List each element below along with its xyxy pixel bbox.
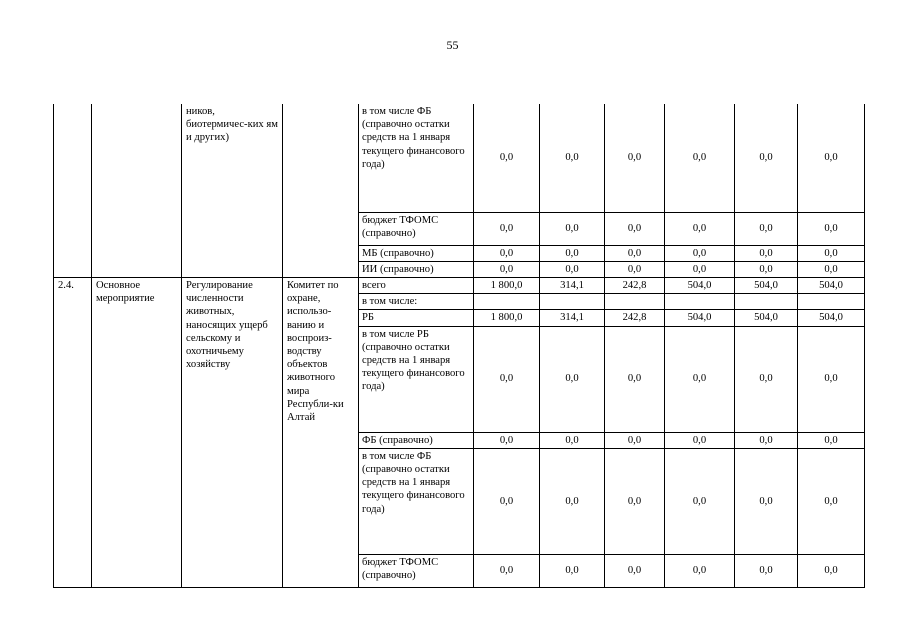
value-cell <box>735 294 798 310</box>
funding-source-cell: в том числе РБ (справочно остатки средств на 1 января текущего финансового года) <box>359 326 474 432</box>
value-cell: 0,0 <box>540 261 605 277</box>
value-cell: 0,0 <box>540 212 605 245</box>
value-cell: 0,0 <box>540 448 605 554</box>
value-cell: 0,0 <box>735 212 798 245</box>
value-cell: 0,0 <box>474 104 540 212</box>
value-cell: 0,0 <box>665 245 735 261</box>
value-cell: 242,8 <box>605 277 665 293</box>
value-cell: 0,0 <box>474 432 540 448</box>
event-name-cell: Регулирование численности животных, наносящих ущерб сельскому и охотничьему хозяйству <box>182 277 283 587</box>
value-cell: 0,0 <box>735 261 798 277</box>
value-cell <box>540 294 605 310</box>
budget-table <box>53 104 865 588</box>
value-cell: 0,0 <box>798 432 865 448</box>
value-cell: 0,0 <box>605 212 665 245</box>
value-cell: 0,0 <box>798 448 865 554</box>
value-cell: 0,0 <box>540 326 605 432</box>
value-cell: 0,0 <box>474 326 540 432</box>
value-cell: 0,0 <box>735 245 798 261</box>
value-cell: 0,0 <box>798 326 865 432</box>
value-cell: 0,0 <box>605 554 665 587</box>
value-cell: 242,8 <box>605 310 665 326</box>
value-cell: 0,0 <box>474 245 540 261</box>
value-cell: 0,0 <box>540 245 605 261</box>
table-row <box>54 277 865 293</box>
value-cell: 0,0 <box>605 326 665 432</box>
value-cell: 0,0 <box>474 554 540 587</box>
funding-source-cell: РБ <box>359 310 474 326</box>
value-cell: 0,0 <box>665 261 735 277</box>
value-cell: 0,0 <box>540 554 605 587</box>
value-cell <box>605 294 665 310</box>
value-cell: 0,0 <box>605 432 665 448</box>
value-cell: 0,0 <box>798 212 865 245</box>
value-cell: 504,0 <box>735 277 798 293</box>
value-cell: 0,0 <box>665 326 735 432</box>
value-cell: 0,0 <box>605 245 665 261</box>
event-type-cell <box>92 104 182 277</box>
value-cell: 0,0 <box>735 326 798 432</box>
funding-source-cell: бюджет ТФОМС (справочно) <box>359 212 474 245</box>
value-cell: 1 800,0 <box>474 277 540 293</box>
funding-source-cell: в том числе ФБ (справочно остатки средств на 1 января текущего финансового года) <box>359 104 474 212</box>
value-cell: 0,0 <box>735 448 798 554</box>
value-cell <box>798 294 865 310</box>
value-cell: 0,0 <box>735 432 798 448</box>
value-cell: 0,0 <box>605 261 665 277</box>
funding-source-cell: бюджет ТФОМС (справочно) <box>359 554 474 587</box>
funding-source-cell: ФБ (справочно) <box>359 432 474 448</box>
value-cell: 504,0 <box>665 310 735 326</box>
value-cell: 314,1 <box>540 277 605 293</box>
value-cell: 0,0 <box>798 245 865 261</box>
value-cell: 0,0 <box>665 432 735 448</box>
event-type-cell: Основное мероприятие <box>92 277 182 587</box>
value-cell: 0,0 <box>665 212 735 245</box>
funding-source-cell: в том числе: <box>359 294 474 310</box>
value-cell: 0,0 <box>474 261 540 277</box>
value-cell: 0,0 <box>605 104 665 212</box>
row-number-cell <box>54 104 92 277</box>
value-cell: 0,0 <box>735 104 798 212</box>
value-cell: 0,0 <box>665 104 735 212</box>
funding-source-cell: ИИ (справочно) <box>359 261 474 277</box>
value-cell: 0,0 <box>665 448 735 554</box>
executor-cell <box>283 104 359 277</box>
value-cell: 504,0 <box>798 277 865 293</box>
value-cell: 0,0 <box>605 448 665 554</box>
value-cell: 504,0 <box>798 310 865 326</box>
value-cell: 0,0 <box>474 212 540 245</box>
value-cell <box>665 294 735 310</box>
row-number-cell: 2.4. <box>54 277 92 587</box>
executor-cell: Комитет по охране, использо-ванию и воспроиз-водству объектов животного мира Республи-ки Алтай <box>283 277 359 587</box>
value-cell: 0,0 <box>798 104 865 212</box>
value-cell: 504,0 <box>665 277 735 293</box>
page-number: 55 <box>446 38 459 52</box>
value-cell <box>474 294 540 310</box>
value-cell: 0,0 <box>540 432 605 448</box>
value-cell: 1 800,0 <box>474 310 540 326</box>
funding-source-cell: МБ (справочно) <box>359 245 474 261</box>
value-cell: 504,0 <box>735 310 798 326</box>
funding-source-cell: всего <box>359 277 474 293</box>
value-cell: 0,0 <box>474 448 540 554</box>
event-name-cell: ников, биотермичес-ких ям и других) <box>182 104 283 277</box>
value-cell: 0,0 <box>798 554 865 587</box>
value-cell: 0,0 <box>540 104 605 212</box>
value-cell: 0,0 <box>665 554 735 587</box>
funding-source-cell: в том числе ФБ (справочно остатки средств на 1 января текущего финансового года) <box>359 448 474 554</box>
value-cell: 314,1 <box>540 310 605 326</box>
value-cell: 0,0 <box>798 261 865 277</box>
value-cell: 0,0 <box>735 554 798 587</box>
table-row <box>54 104 865 212</box>
